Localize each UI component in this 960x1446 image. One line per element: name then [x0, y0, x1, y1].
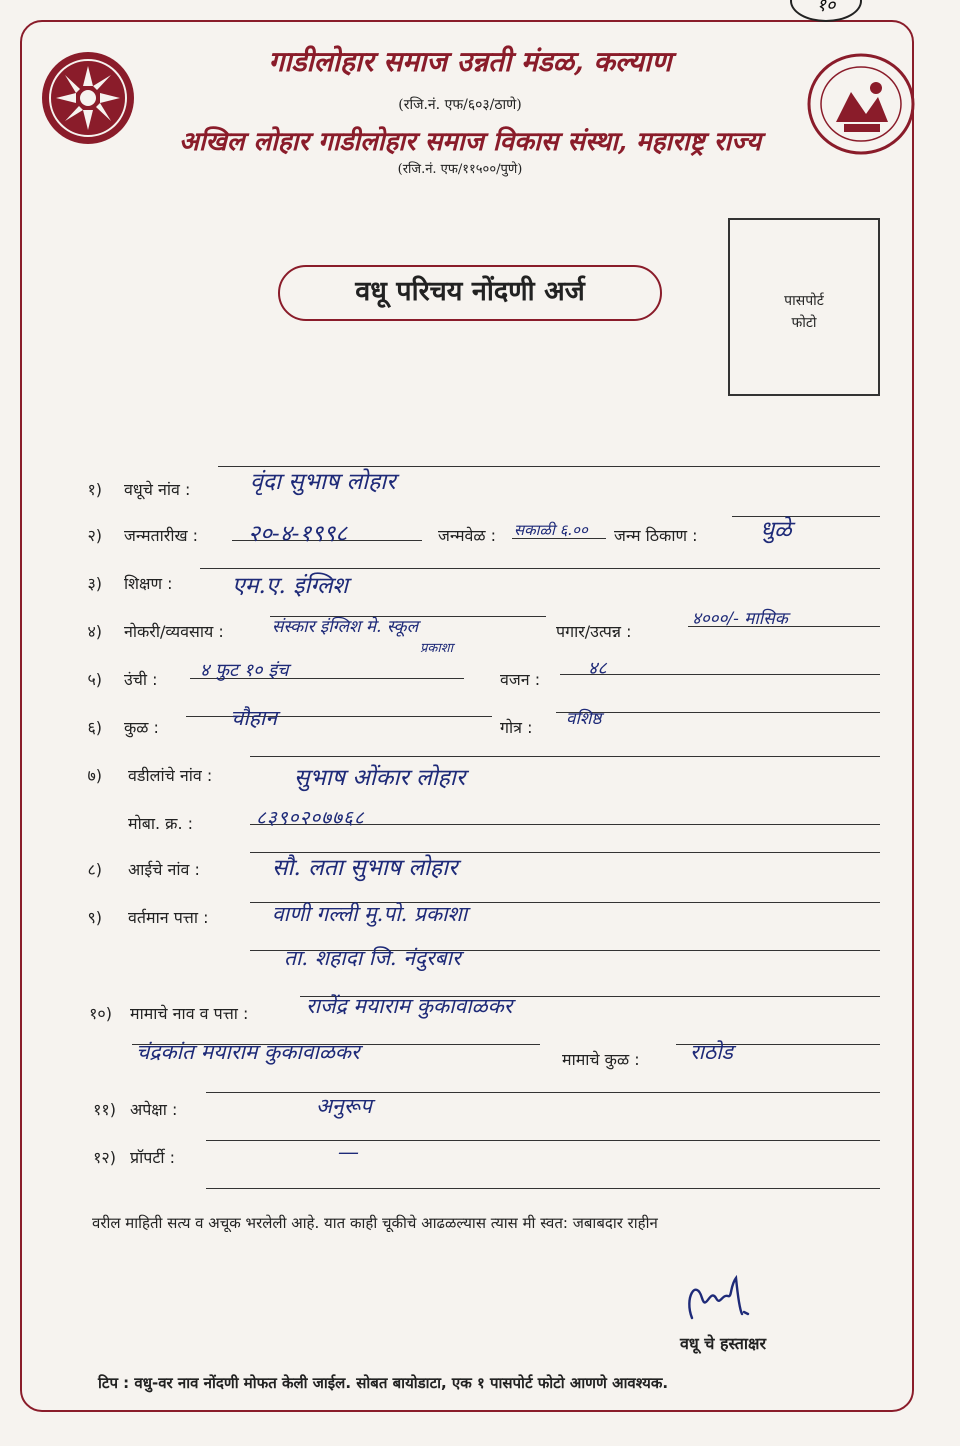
occupation-value[interactable]: संस्कार इंग्लिश मे. स्कूल: [272, 617, 419, 637]
height-value[interactable]: ४ फुट १० इंच: [200, 660, 289, 681]
field-label: नोकरी/व्यवसाय :: [124, 622, 224, 641]
field-number: १): [87, 480, 102, 499]
entry-line: [206, 1140, 880, 1141]
gotra-value[interactable]: वशिष्ठ: [566, 709, 602, 729]
field-label: उंची :: [124, 670, 158, 689]
field-number: ९): [87, 908, 102, 927]
entry-line: [732, 516, 880, 517]
photo-label-line2: फोटो: [791, 315, 817, 331]
field-number: १०): [89, 1004, 112, 1023]
form-title: वधू परिचय नोंदणी अर्ज: [278, 265, 662, 321]
birth-place-value[interactable]: धुळे: [760, 517, 792, 543]
expectations-value[interactable]: अनुरूप: [316, 1094, 372, 1118]
gotra-label: गोत्र :: [500, 718, 533, 737]
org-name: गाडीलोहार समाज उन्नती मंडळ, कल्याण: [268, 45, 672, 78]
entry-line: [556, 712, 880, 713]
photo-label-line1: पासपोर्ट: [784, 293, 824, 309]
field-mobile: [0, 807, 960, 844]
birth-place-label: जन्म ठिकाण :: [614, 526, 698, 545]
field-label: वधूचे नांव :: [124, 480, 191, 499]
mother-name-value[interactable]: सौ. लता सुभाष लोहार: [272, 855, 458, 881]
field-height-weight: [0, 658, 960, 700]
bride-name-value[interactable]: वृंदा सुभाष लोहार: [250, 469, 396, 495]
field-education: [0, 572, 960, 604]
field-number: ८): [87, 860, 102, 879]
field-label: मामाचे नाव व पत्ता :: [130, 1004, 249, 1023]
field-occupation: [0, 609, 960, 656]
uncle-clan-value[interactable]: राठोड: [690, 1040, 733, 1064]
father-name-value[interactable]: सुभाष ओंकार लोहार: [294, 765, 466, 791]
field-father-name: [0, 764, 960, 796]
birth-date-value[interactable]: २०-४-१९९८: [248, 521, 348, 547]
field-number: ६): [87, 718, 102, 737]
field-label: आईचे नांव :: [128, 860, 200, 879]
address-line1-value[interactable]: वाणी गल्ली मु.पो. प्रकाशा: [272, 902, 468, 926]
field-label: शिक्षण :: [124, 574, 173, 593]
org2-name: अखिल लोहार गाडीलोहार समाज विकास संस्था, महाराष्ट्र राज्य: [178, 127, 762, 157]
org2-registration: (रजि.नं. एफ/११५००/पुणे): [397, 162, 523, 177]
field-number: ३): [87, 574, 102, 593]
passport-photo-box: [728, 218, 880, 396]
field-number: १२): [93, 1148, 116, 1167]
bride-signature: [680, 1268, 770, 1328]
occupation-place-note: प्रकाशा: [420, 641, 453, 656]
entry-line: [206, 1092, 880, 1093]
birth-time-value[interactable]: सकाळी ६.००: [514, 521, 588, 539]
field-label: अपेक्षा :: [130, 1100, 178, 1119]
birth-time-label: जन्मवेळ :: [438, 526, 497, 545]
declaration-text: वरील माहिती सत्य व अचूक भरलेली आहे. यात काही चूकीचे आढळल्यास त्यास मी स्वत: जबाबदार राहीन: [92, 1214, 658, 1232]
education-value[interactable]: एम.ए. इंग्लिश: [232, 573, 349, 599]
field-label: वडीलांचे नांव :: [128, 766, 213, 785]
entry-line: [206, 1188, 880, 1189]
field-birth-details: [0, 517, 960, 556]
uncle-name-value[interactable]: राजेंद्र मयाराम कुकावाळकर: [306, 994, 513, 1018]
entry-line: [250, 756, 880, 757]
org-registration: (रजि.नं. एफ/६०३/ठाणे): [398, 97, 522, 113]
field-number: ११): [93, 1100, 116, 1119]
signature-label: वधू चे हस्ताक्षर: [680, 1334, 767, 1353]
field-address: [0, 902, 960, 970]
clan-value[interactable]: चौहान: [230, 706, 278, 730]
field-label: प्रॉपर्टी :: [130, 1148, 176, 1167]
entry-line: [560, 674, 880, 675]
footer-note: टिप : वधु-वर नाव नोंदणी मोफत केली जाईल. सोबत बायोडाटा, एक १ पासपोर्ट फोटो आणणे आवश्यक.: [98, 1374, 669, 1392]
field-label: वर्तमान पत्ता :: [128, 908, 209, 927]
field-property: [0, 1140, 960, 1178]
field-label: मोबा. क्र. :: [128, 814, 194, 833]
field-number: ७): [87, 766, 102, 785]
uncle-clan-label: मामाचे कुळ :: [562, 1050, 640, 1069]
mobile-value[interactable]: ८३९०२०७७६८: [256, 807, 365, 829]
weight-label: वजन :: [500, 670, 541, 689]
income-value[interactable]: ४०००/- मासिक: [692, 609, 788, 629]
income-label: पगार/उत्पन्न :: [556, 622, 632, 641]
field-maternal-uncle: [0, 994, 960, 1069]
address-line2-value[interactable]: ता. शहादा जि. नंदुरबार: [284, 946, 461, 970]
field-label: कुळ :: [124, 718, 159, 737]
field-number: ४): [87, 622, 102, 641]
field-mother-name: [0, 855, 960, 890]
field-expectations: [0, 1094, 960, 1130]
uncle-name2-value[interactable]: चंद्रकांत मयाराम कुकावाळकर: [136, 1040, 360, 1064]
weight-value[interactable]: ४८: [588, 658, 607, 679]
field-number: २): [87, 526, 102, 545]
field-clan-gotra: [0, 706, 960, 748]
property-value[interactable]: —: [338, 1140, 359, 1164]
form-number: १०: [790, 0, 862, 22]
field-number: ५): [87, 670, 102, 689]
field-label: जन्मतारीख :: [124, 526, 199, 545]
field-bride-name: [0, 469, 960, 510]
